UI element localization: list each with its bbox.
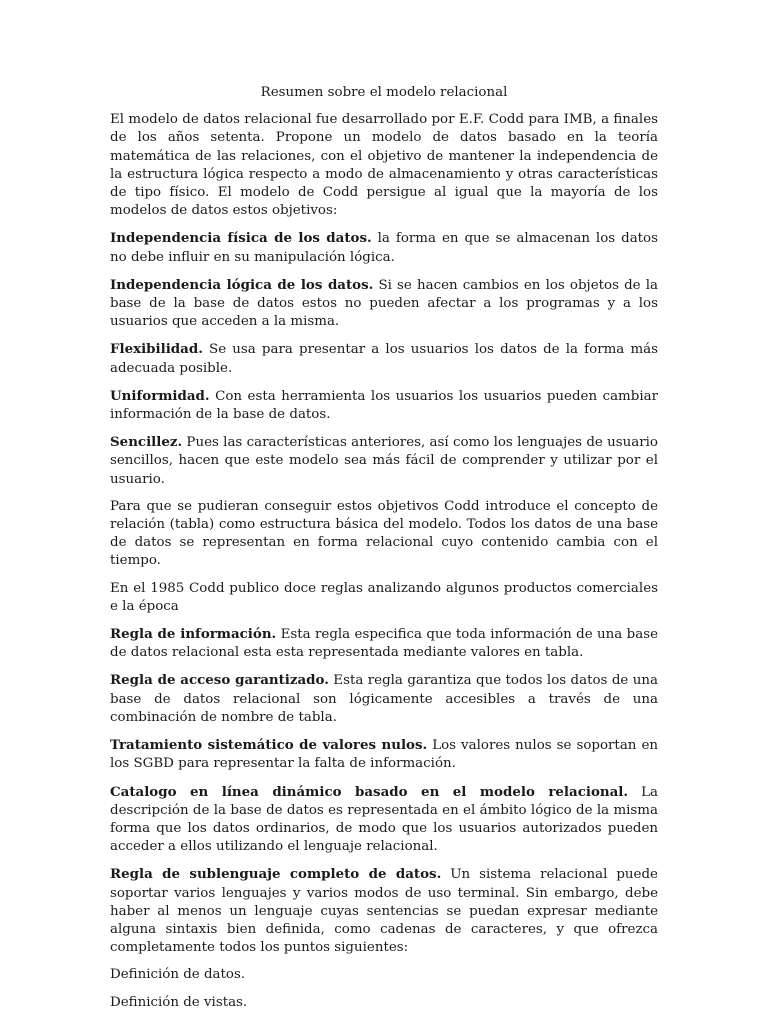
rule-term: Regla de información.	[110, 626, 277, 643]
objective-term: Independencia lógica de los datos.	[110, 276, 374, 293]
rule-guaranteed-access	[110, 671, 658, 727]
rule-text: Los valores nulos se soportan en los SGBD para representar la falta de información.	[110, 738, 658, 772]
objective-simplicity	[110, 433, 658, 489]
rule-term: Regla de sublenguaje completo de datos.	[110, 866, 442, 883]
document-page	[110, 84, 658, 1021]
rule-data-sublanguage	[110, 865, 658, 957]
objective-term: Uniformidad.	[110, 387, 210, 404]
relation-paragraph: Para que se pudieran conseguir estos objetivos Codd introduce el concepto de relación (tabla) como estructura básica del modelo. Todos los datos de una base de datos se representan en forma relacional cuyo contenido cambia con el tiempo.	[110, 498, 658, 569]
rule-text: Un sistema relacional puede soportar varios lenguajes y varios modos de uso terminal. Sin embargo, debe haber al menos un lenguaje cuyas sentencias se puedan expresar mediante alguna sintaxis bien definida, como cadenas de caracteres, y que ofrezca completamente todos los puntos siguientes:	[110, 867, 658, 956]
rule-term: Regla de acceso garantizado.	[110, 672, 329, 689]
document-title: Resumen sobre el modelo relacional	[260, 85, 508, 100]
objective-text: Pues las características anteriores, así como los lenguajes de usuario sencillos, hacen que este modelo sea más fácil de comprender y utilizar por el usuario.	[110, 435, 658, 487]
objective-text: Si se hacen cambios en los objetos de la base de la base de datos estos no pueden afectar a los programas y a los usuarios que acceden a la misma.	[110, 277, 658, 330]
rule-null-values	[110, 736, 658, 773]
rule-text: Esta regla especifica que toda información de una base de datos relacional esta esta representada mediante valores en tabla.	[110, 627, 658, 661]
objective-uniformity	[110, 387, 658, 424]
rule-term: Catalogo en línea dinámico basado en el modelo relacional.	[110, 783, 629, 800]
list-item-view-definition: Definición de vistas.	[110, 994, 248, 1010]
rule-text: La descripción de la base de datos es representada en el ámbito lógico de la misma forma que los datos ordinarios, de modo que los usuarios autorizados pueden acceder a ellos utilizando el lenguaje relacional.	[110, 784, 659, 855]
list-item-data-definition: Definición de datos.	[110, 967, 246, 983]
objective-text: Con esta herramienta los usuarios los usuarios pueden cambiar información de la base de datos.	[110, 388, 658, 423]
objective-logical-independence	[110, 276, 658, 332]
rule-information	[110, 625, 658, 662]
intro-paragraph: El modelo de datos relacional fue desarrollado por E.F. Codd para IMB, a finales de los años setenta. Propone un modelo de datos basado en la teoría matemática de las relaciones, con el objetivo de mantener la independencia de la estructura lógica respecto a modo de almacenamiento y otras características de tipo físico. El modelo de Codd persigue al igual que la mayoría de los modelos de datos estos objetivos:	[110, 112, 658, 219]
rule-text: Esta regla garantiza que todos los datos de una base de datos relacional son lógicamente accesibles a través de una combinación de nombre de tabla.	[110, 673, 658, 725]
objective-term: Sencillez.	[110, 434, 183, 451]
objective-physical-independence	[110, 229, 658, 266]
objective-flexibility	[110, 340, 658, 377]
objective-text: Se usa para presentar a los usuarios los datos de la forma más adecuada posible.	[110, 342, 658, 376]
objective-text: la forma en que se almacenan los datos no debe influir en su manipulación lógica.	[110, 231, 658, 265]
rule-term: Tratamiento sistemático de valores nulos.	[110, 737, 428, 754]
objective-term: Flexibilidad.	[110, 341, 203, 358]
rules-intro-paragraph: En el 1985 Codd publico doce reglas analizando algunos productos comerciales e la época	[110, 580, 658, 614]
objective-term: Independencia física de los datos.	[110, 230, 372, 247]
rule-dynamic-catalog	[110, 783, 658, 857]
